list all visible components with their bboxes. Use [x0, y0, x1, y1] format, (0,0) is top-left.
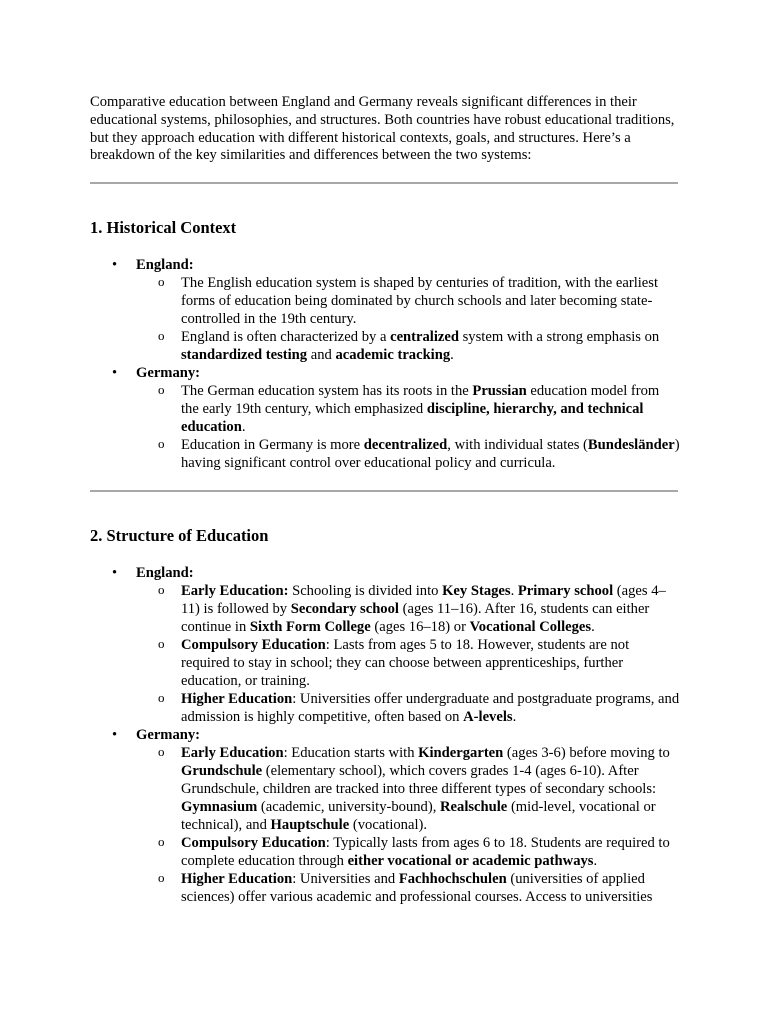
sub-bullet-icon: o — [158, 382, 165, 397]
list-item-germany — [90, 726, 680, 744]
item-text: Early Education: Education starts with Kindergarten (ages 3-6) before moving to Grundschule (elementary school), which covers grades 1-4 (ages 6-10). After Grundschule, children are tracked into three different types of secondary schools: Gymnasium (academic, university-bound), Realschule (mid-level, vocational or technical), and Hauptschule (vocational). — [181, 745, 670, 833]
sub-bullet-icon: o — [158, 274, 165, 289]
sub-list-item — [90, 328, 680, 364]
sub-list-item — [90, 382, 680, 436]
structure-of-education-list — [90, 564, 680, 906]
item-text: Higher Education: Universities and Fachhochschulen (universities of applied sciences) offer various academic and professional courses. Access to universities — [181, 871, 653, 905]
list-item-england — [90, 256, 680, 274]
country-label: Germany: — [136, 365, 201, 381]
section-divider — [90, 490, 678, 492]
item-text: Compulsory Education: Lasts from ages 5 to 18. However, students are not required to stay in school; they can choose between apprenticeships, further education, or training. — [181, 637, 630, 689]
sub-bullet-icon: o — [158, 834, 165, 849]
item-text: The German education system has its roots in the Prussian education model from the early 19th century, which emphasized discipline, hierarchy, and technical education. — [181, 383, 660, 435]
sub-list-item — [90, 690, 680, 726]
sub-list-item — [90, 274, 680, 328]
section-divider — [90, 182, 678, 184]
item-text: Education in Germany is more decentralized, with individual states (Bundesländer) having significant control over educational policy and curricula. — [181, 437, 680, 471]
list-item-germany — [90, 364, 680, 382]
country-label: Germany: — [136, 727, 201, 743]
sub-list-item — [90, 870, 680, 906]
item-text: The English education system is shaped by centuries of tradition, with the earliest forms of education being dominated by church schools and later becoming state-controlled in the 19th century. — [181, 275, 659, 327]
sub-list-item — [90, 636, 680, 690]
sub-bullet-icon: o — [158, 690, 165, 705]
sub-list-item — [90, 582, 680, 636]
sub-bullet-icon: o — [158, 328, 165, 343]
item-text: England is often characterized by a centralized system with a strong emphasis on standardized testing and academic tracking. — [181, 329, 660, 363]
historical-context-list — [90, 256, 680, 472]
sub-bullet-icon: o — [158, 870, 165, 885]
item-text: Higher Education: Universities offer undergraduate and postgraduate programs, and admission is highly competitive, often based on A-levels. — [181, 691, 680, 725]
sub-list-item — [90, 744, 680, 834]
section-heading-historical-context: 1. Historical Context — [90, 218, 237, 237]
intro-paragraph: Comparative education between England and Germany reveals significant differences in their educational systems, philosophies, and structures. Both countries have robust educational traditions, but they approach education with different historical contexts, goals, and structures. Here’s a breakdown of the key similarities and differences between the two systems: — [90, 94, 675, 164]
sub-list-item — [90, 834, 680, 870]
item-text: Compulsory Education: Typically lasts from ages 6 to 18. Students are required to complete education through either vocational or academic pathways. — [181, 835, 670, 869]
sub-bullet-icon: o — [158, 436, 165, 451]
sub-list-item — [90, 436, 680, 472]
sub-bullet-icon: o — [158, 582, 165, 597]
country-label: England: — [136, 565, 194, 581]
list-item-england — [90, 564, 680, 582]
bullet-icon: • — [112, 727, 118, 743]
bullet-icon: • — [112, 565, 118, 581]
section-heading-structure-of-education: 2. Structure of Education — [90, 526, 269, 545]
country-label: England: — [136, 257, 194, 273]
bullet-icon: • — [112, 365, 118, 381]
bullet-icon: • — [112, 257, 118, 273]
sub-bullet-icon: o — [158, 744, 165, 759]
item-text: Early Education: Schooling is divided into Key Stages. Primary school (ages 4–11) is followed by Secondary school (ages 11–16). After 16, students can either continue in Sixth Form College (ages 16–18) or Vocational Colleges. — [181, 583, 666, 635]
sub-bullet-icon: o — [158, 636, 165, 651]
